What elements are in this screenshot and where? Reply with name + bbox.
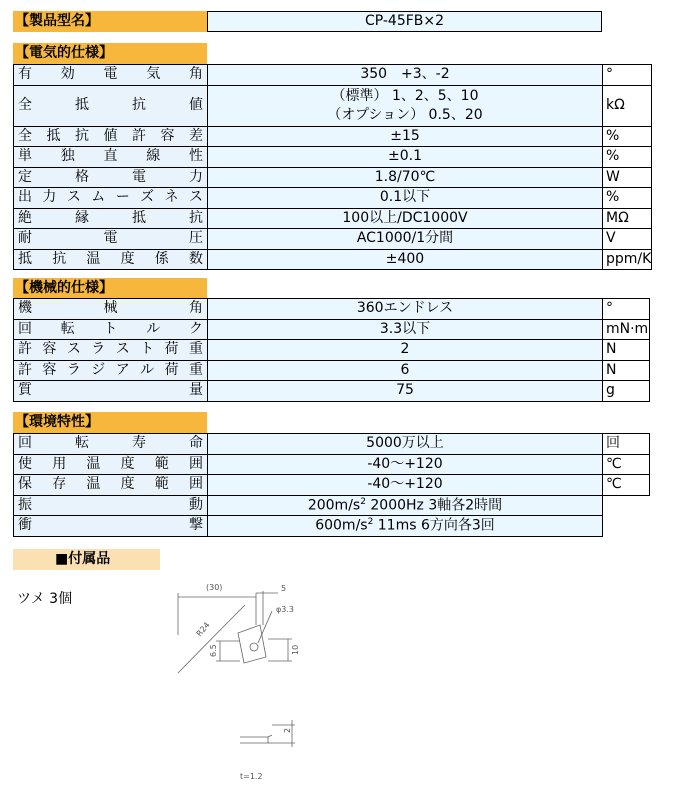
spec-unit: kΩ <box>603 85 652 126</box>
spec-label: 絶 縁 抵 抗 <box>18 209 203 226</box>
spec-value: ±15 <box>208 126 603 147</box>
product-model: CP-45FB×2 <box>207 11 602 32</box>
environment-header: 【環境特性】 <box>13 412 207 433</box>
dim-width-label: (30) <box>206 583 223 592</box>
spec-row <box>14 147 652 168</box>
spec-value: ±400 <box>208 249 603 270</box>
environment-spec-table <box>13 433 650 537</box>
spec-value: AC1000/1分間 <box>208 229 603 250</box>
spec-label: 許 容 ラ ジ ア ル 荷 重 <box>18 361 203 378</box>
spec-value: 360エンドレス <box>208 299 603 320</box>
spec-value: 2 <box>208 340 603 361</box>
spec-row <box>14 85 652 126</box>
spec-label: 質 量 <box>18 382 203 399</box>
dim-10-label: 10 <box>291 644 300 655</box>
spec-value: 75 <box>208 381 603 402</box>
spec-value-rest: 2000Hz 3軸各2時間 <box>365 497 503 514</box>
spec-unit: % <box>603 126 652 147</box>
spec-label: 出 力 ス ム ー ズ ネ ス <box>18 189 203 206</box>
spec-label: 許 容 ス ラ ス ト 荷 重 <box>18 341 203 358</box>
spec-label: 抵 抗 温 度 係 数 <box>18 250 203 267</box>
spec-label: 全 抵 抗 値 許 容 差 <box>18 127 203 144</box>
spec-value: 6 <box>208 360 603 381</box>
spec-label: 全 抵 抗 値 <box>18 97 203 114</box>
spec-row <box>14 65 652 86</box>
spec-row <box>14 454 650 475</box>
spec-row <box>14 340 650 361</box>
spec-row <box>14 229 652 250</box>
spec-value: -40～+120 <box>208 454 603 475</box>
spec-row <box>14 516 650 537</box>
mechanical-header: 【機械的仕様】 <box>13 278 207 299</box>
spec-row <box>14 299 650 320</box>
spec-unit: W <box>603 167 652 188</box>
spec-unit: MΩ <box>603 208 652 229</box>
spec-value-main: 200m/s <box>307 497 361 514</box>
accessories-header: ■付属品 <box>13 549 160 570</box>
spec-unit: mN·m <box>603 319 650 340</box>
spec-unit: ℃ <box>603 454 650 475</box>
spec-label: 回 転 ト ル ク <box>18 320 203 337</box>
spec-label: 使 用 温 度 範 囲 <box>18 455 203 472</box>
spec-row <box>14 319 650 340</box>
spec-label: 振 動 <box>18 496 203 513</box>
spec-label: 耐 電 圧 <box>18 230 203 247</box>
spec-value: 3.3以下 <box>208 319 603 340</box>
spec-value-sup: 2 <box>367 517 374 528</box>
spec-row <box>14 249 652 270</box>
dim-2-label: 2 <box>283 727 292 733</box>
spec-unit: % <box>603 188 652 209</box>
spec-value-rest: 11ms 6方向各3回 <box>373 517 495 534</box>
spec-label: 単 独 直 線 性 <box>18 148 203 165</box>
spec-unit: 回 <box>603 434 650 455</box>
spec-value-line1: （標準） 1、2、5、10 <box>331 87 479 104</box>
spec-unit: g <box>603 381 650 402</box>
spec-label: 定 格 電 力 <box>18 168 203 185</box>
spec-unit: N <box>603 360 650 381</box>
spec-unit: % <box>603 147 652 168</box>
drawing-hole <box>250 643 258 651</box>
spec-label: 衝 撃 <box>18 517 203 534</box>
spec-row <box>14 381 650 402</box>
product-header: 【製品型名】 <box>13 11 207 32</box>
spec-value: ±0.1 <box>208 147 603 168</box>
electrical-spec-table <box>13 64 652 270</box>
drawing-arc <box>178 605 245 673</box>
spec-row <box>14 188 652 209</box>
spec-label: 有 効 電 気 角 <box>18 66 203 83</box>
spec-label: 機 械 角 <box>18 300 203 317</box>
spec-row <box>14 495 650 516</box>
spec-value-main: 600m/s <box>315 517 368 534</box>
spec-row <box>14 208 652 229</box>
spec-value: 0.1以下 <box>208 188 603 209</box>
spec-unit: V <box>603 229 652 250</box>
spec-value-sup: 2 <box>360 496 366 507</box>
spec-row <box>14 167 652 188</box>
spec-value: 1.8/70℃ <box>208 167 603 188</box>
spec-row <box>14 434 650 455</box>
spec-value: 350 +3、-2 <box>208 65 603 86</box>
spec-row <box>14 475 650 496</box>
spec-value <box>208 85 603 126</box>
spec-unit: N <box>603 340 650 361</box>
electrical-header: 【電気的仕様】 <box>13 43 207 64</box>
spec-value <box>208 516 603 537</box>
accessory-item: ツメ 3個 <box>17 591 73 607</box>
mechanical-spec-table <box>13 298 650 402</box>
spec-unit: ° <box>603 65 652 86</box>
thickness-label: t=1.2 <box>240 772 263 781</box>
spec-value: -40～+120 <box>208 475 603 496</box>
drawing-side-view <box>240 737 268 743</box>
spec-row <box>14 360 650 381</box>
spec-label: 保 存 温 度 範 囲 <box>18 476 203 493</box>
spec-value-line2: （オプション） 0.5、20 <box>327 106 483 123</box>
spec-unit: ° <box>603 299 650 320</box>
dim-65-label: 6.5 <box>209 644 218 657</box>
spec-row <box>14 126 652 147</box>
dim-radius-label: R24 <box>194 620 212 639</box>
dim-5-label: 5 <box>281 584 287 593</box>
spec-value: 100以上/DC1000V <box>208 208 603 229</box>
dim-hole-label: φ3.3 <box>276 605 294 614</box>
spec-unit: ppm/K <box>603 249 652 270</box>
spec-label: 回 転 寿 命 <box>18 435 203 452</box>
claw-drawing <box>160 575 310 785</box>
spec-value <box>208 495 603 516</box>
spec-value: 5000万以上 <box>208 434 603 455</box>
spec-unit: ℃ <box>603 475 650 496</box>
